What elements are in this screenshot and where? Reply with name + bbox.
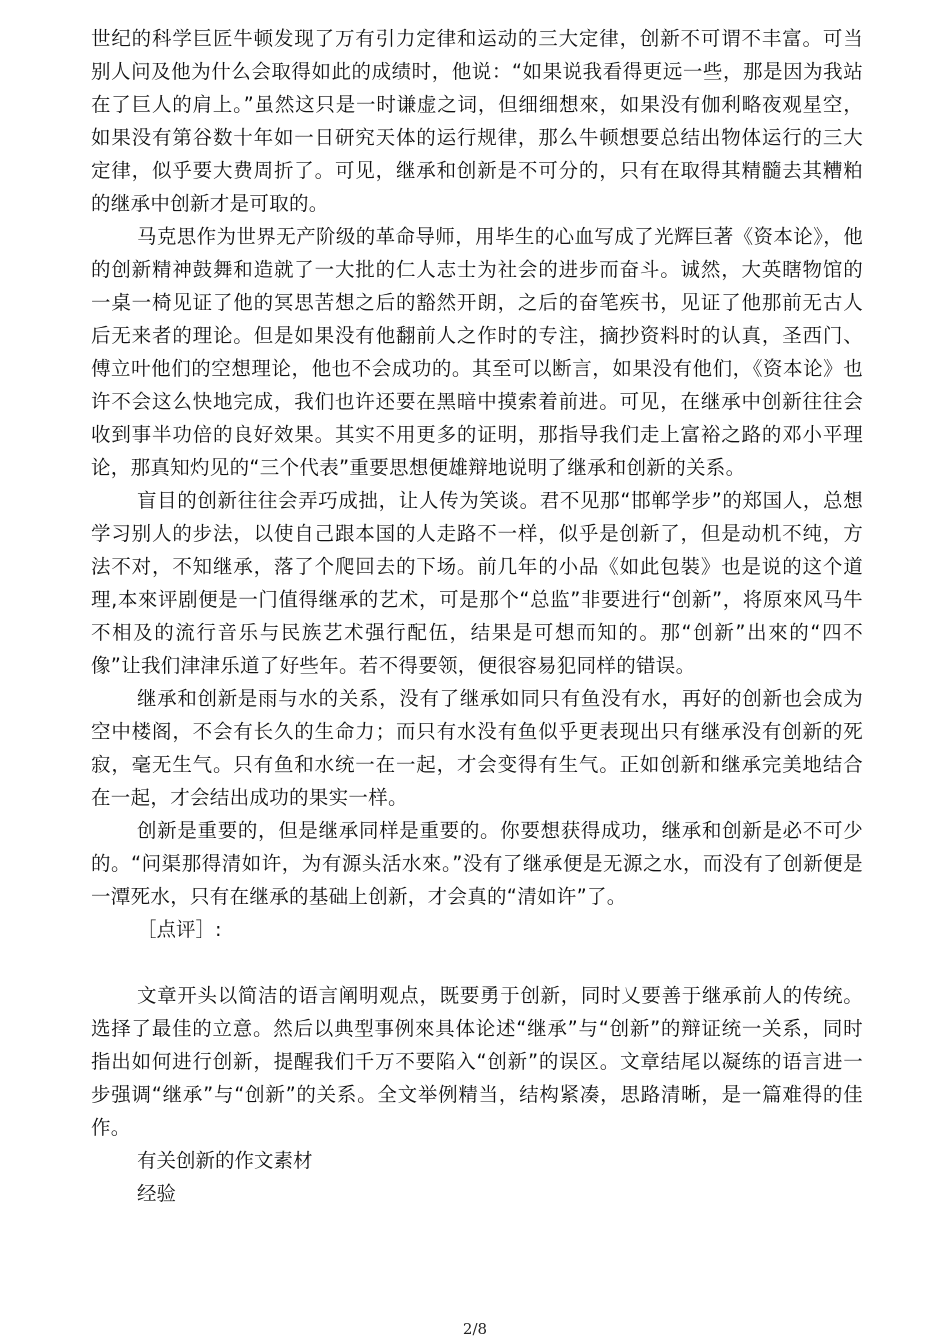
trailing-line-topic: 有关创新的作文素材 — [137, 1149, 313, 1172]
comment-label: ［点评］: — [137, 918, 222, 941]
paragraph-fish-and-water: 继承和创新是雨与水的关系，没有了继承如同只有鱼没有水，再好的创新也会成为空中楼阁，不会有长久的生命力；而只有水没有鱼似乎更表现出只有继承没有创新的死寂，毫无生气。只有鱼和水统一在一起，才会变得有生气。正如创新和继承完美地结合在一起，才会结出成功的果实一样。 — [91, 687, 863, 809]
paragraph-marx: 马克思作为世界无产阶级的革命导师，用毕生的心血写成了光辉巨著《资本论》，他的创新精神鼓舞和造就了一大批的仁人志士为社会的进步而奋斗。诚然，大英瞎物馆的一桌一椅见证了他的冥思苦想之后的豁然开朗，之后的奋笔疾书，见证了他那前无古人后无来者的理论。但是如果没有他翻前人之作时的专注，摘抄资料时的认真，圣西门、傅立叶他们的空想理论，他也不会成功的。其至可以断言，如果没有他们，《资本论》也许不会这么快地完成，我们也许还要在黑暗中摸索着前进。可见，在继承中创新往往会收到事半功倍的良好效果。其实不用更多的证明，那指导我们走上富裕之路的邓小平理论，那真知灼见的“三个代表”重要思想便雄辩地说明了继承和创新的关系。 — [91, 225, 863, 479]
paragraph-blind-innovation: 盲目的创新往往会弄巧成拙，让人传为笑谈。君不见那“邯郸学步”的郑国人，总想学习别人的步法，以使自己跟本国的人走路不一样，似乎是创新了，但是动机不纯，方法不对，不知继承，落了个爬回去的下场。前几年的小品《如此包裝》也是说的这个道理,本來评剧便是一门值得继承的艺术，可是那个“总监”非要进行“创新”，将原來风马牛不相及的流行音乐与民族艺术强行配伍，结果是可想而知的。那“创新”出來的“四不像”让我们津津乐道了好些年。若不得要领，便很容易犯同样的错误。 — [91, 489, 863, 677]
trailing-line-experience: 经验 — [137, 1182, 177, 1205]
comment-text: 文章开头以简洁的语言阐明观点，既要勇于创新，同时乂要善于继承前人的传统。选择了最佳的立意。然后以典型事例來具体论述“继承”与“创新”的辩证统一关系，同时指出如何进行创新，提醒我们千万不要陷入“创新”的误区。文章结尾以凝练的语言进一步强调“继承”与“创新”的关系。全文举例精当，结构紧凑，思路清晰，是一篇难得的佳作。 — [91, 984, 863, 1139]
page-number: 2/8 — [462, 1320, 488, 1338]
blank-line — [91, 946, 863, 979]
paragraph-newton: 世纪的科学巨匠牛顿发现了万有引力定律和运动的三大定律，创新不可谓不丰富。可当别人问及他为什么会取得如此的成绩时，他说：“如果说我看得更远一些，那是因为我站在了巨人的肩上。”虽然这只是一时谦虚之词，但细细想來，如果没有伽利略夜观星空，如果没有第谷数十年如一日研究天体的运行规律，那么牛顿想要总结出物体运行的三大定律，似乎要大费周折了。可见，继承和创新是不可分的，只有在取得其精髓去其糟粕的继承中创新才是可取的。 — [91, 27, 863, 215]
paragraph-conclusion: 创新是重要的，但是继承同样是重要的。你要想获得成功，继承和创新是必不可少的。“问渠那得清如许，为有源头活水來。”没有了继承便是无源之水，而没有了创新便是一潭死水，只有在继承的基础上创新，才会真的“清如许”了。 — [91, 819, 863, 908]
document-body — [91, 22, 863, 1210]
